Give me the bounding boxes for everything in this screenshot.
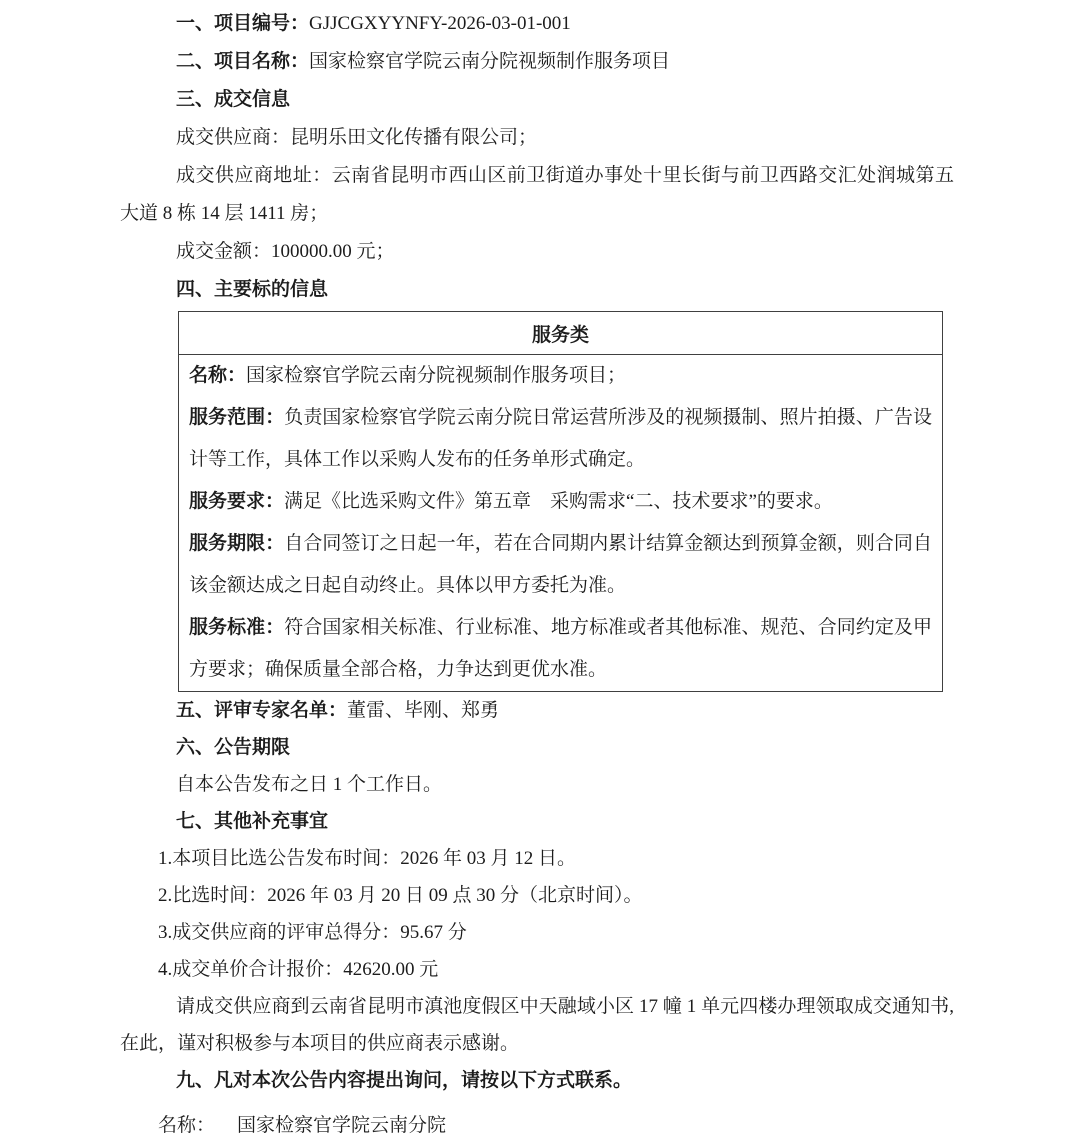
supplier-label: 成交供应商： bbox=[176, 127, 291, 148]
project-number-label: 一、项目编号： bbox=[176, 13, 310, 34]
deal-amount-label: 成交金额： bbox=[176, 241, 272, 262]
experts-label: 五、评审专家名单： bbox=[176, 700, 348, 721]
supplement-item-1: 1.本项目比选公告发布时间：2026 年 03 月 12 日。 bbox=[158, 848, 577, 869]
service-term-row: 服务期限：自合同签订之日起一年，若在合同期内累计结算金额达到预算金额，则合同自该金额达成之日起自动终止。具体以甲方委托为准。 bbox=[189, 533, 932, 596]
project-name-label: 二、项目名称： bbox=[176, 51, 310, 72]
table-header-cell: 服务类 bbox=[179, 312, 943, 355]
supplement-heading: 七、其他补充事宜 bbox=[176, 811, 329, 832]
project-number-value: GJJCGXYYNFY-2026-03-01-001 bbox=[309, 13, 571, 34]
deal-info-heading: 三、成交信息 bbox=[176, 89, 291, 110]
table-body-row bbox=[179, 355, 943, 692]
supplier-address-line bbox=[120, 157, 954, 233]
project-number-heading bbox=[120, 5, 954, 43]
contact-name-label: 名称： bbox=[158, 1115, 216, 1136]
service-info-table bbox=[178, 311, 943, 692]
supplement-item-3: 3.成交供应商的评审总得分：95.67 分 bbox=[158, 922, 467, 943]
deal-amount-line bbox=[120, 233, 954, 271]
table-header-row bbox=[179, 312, 943, 355]
after-table-sections bbox=[120, 692, 954, 1144]
pickup-thanks-paragraph: 请成交供应商到云南省昆明市滇池度假区中天融域小区 17 幢 1 单元四楼办理领取成交通知书,在此，谨对积极参与本项目的供应商表示感谢。 bbox=[120, 996, 954, 1054]
contact-name-line bbox=[120, 1107, 954, 1144]
supplement-item-2: 2.比选时间：2026 年 03 月 20 日 09 点 30 分（北京时间）。 bbox=[158, 885, 643, 906]
experts-heading bbox=[120, 692, 954, 729]
service-standard-row: 服务标准：符合国家相关标准、行业标准、地方标准或者其他标准、规范、合同约定及甲方要求；确保质量全部合格，力争达到更优水准。 bbox=[189, 617, 932, 680]
experts-names: 董雷、毕刚、郑勇 bbox=[347, 700, 500, 721]
project-name-value: 国家检察官学院云南分院视频制作服务项目 bbox=[309, 51, 671, 72]
supplier-address-label: 成交供应商地址： bbox=[176, 165, 332, 186]
table-body-cell bbox=[179, 355, 943, 692]
supplier-address-value: 云南省昆明市西山区前卫街道办事处十里长街与前卫西路交汇处润城第五大道 8 栋 14 层 1411 房； bbox=[120, 165, 954, 224]
inquiry-heading: 九、凡对本次公告内容提出询问，请按以下方式联系。 bbox=[176, 1070, 633, 1091]
notice-period-heading: 六、公告期限 bbox=[176, 737, 291, 758]
service-scope-row: 服务范围：负责国家检察官学院云南分院日常运营所涉及的视频摄制、照片拍摄、广告设计等工作，具体工作以采购人发布的任务单形式确定。 bbox=[189, 407, 932, 470]
notice-period-text: 自本公告发布之日 1 个工作日。 bbox=[176, 774, 443, 795]
deal-amount-value: 100000.00 元； bbox=[271, 241, 395, 262]
contact-name-value: 国家检察官学院云南分院 bbox=[237, 1115, 447, 1136]
service-requirement-row: 服务要求：满足《比选采购文件》第五章 采购需求“二、技术要求”的要求。 bbox=[189, 491, 833, 512]
service-name-row: 名称：国家检察官学院云南分院视频制作服务项目； bbox=[189, 365, 627, 386]
project-name-heading bbox=[120, 43, 954, 81]
supplement-item-4: 4.成交单价合计报价：42620.00 元 bbox=[158, 959, 439, 980]
supplier-value: 昆明乐田文化传播有限公司； bbox=[290, 127, 538, 148]
supplier-line bbox=[120, 119, 954, 157]
subject-info-heading: 四、主要标的信息 bbox=[176, 279, 329, 300]
